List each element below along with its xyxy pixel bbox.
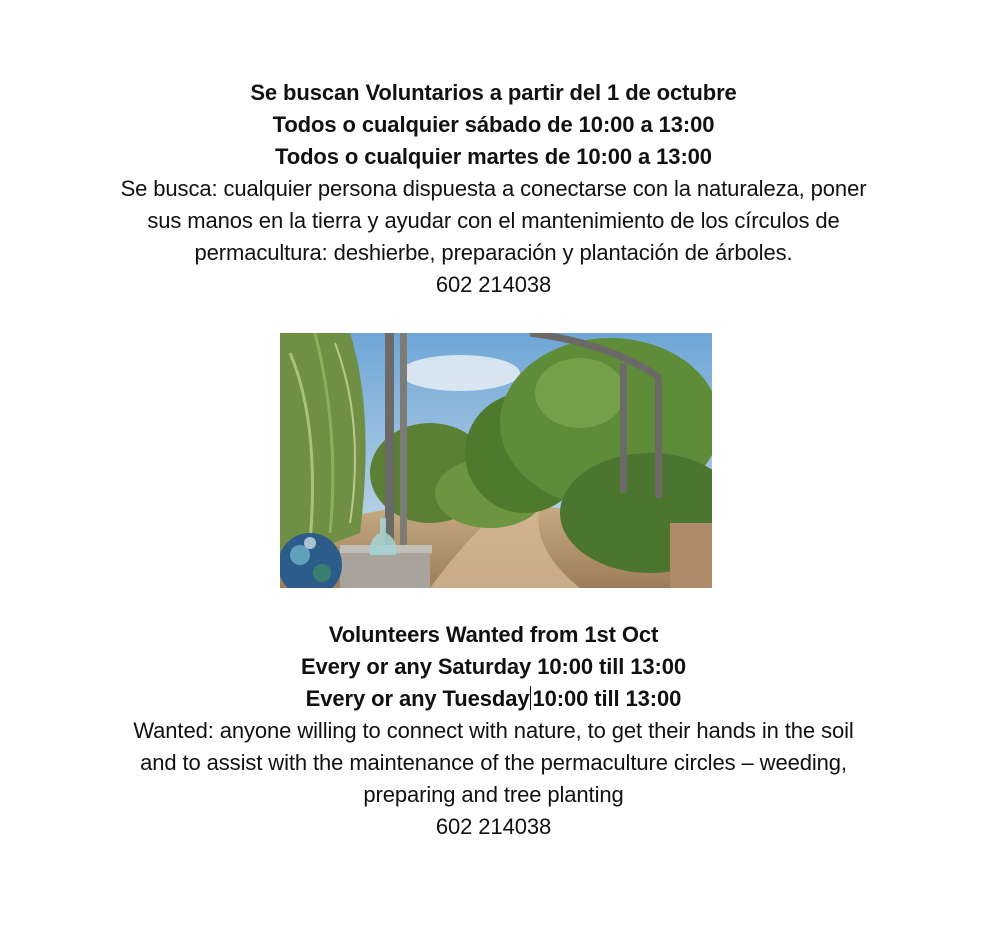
garden-illustration bbox=[280, 333, 712, 588]
spanish-heading: Se buscan Voluntarios a partir del 1 de octubre bbox=[250, 80, 737, 105]
spanish-phone: 602 214038 bbox=[435, 272, 552, 297]
english-section bbox=[0, 619, 987, 843]
spanish-saturday-schedule: Todos o cualquier sábado de 10:00 a 13:00 bbox=[272, 112, 715, 137]
english-phone: 602 214038 bbox=[435, 814, 552, 839]
garden-path-photo bbox=[280, 333, 712, 588]
english-saturday-schedule: Every or any Saturday 10:00 till 13:00 bbox=[300, 654, 687, 679]
spanish-description-line: sus manos en la tierra y ayudar con el mantenimiento de los círculos de bbox=[147, 208, 840, 233]
spanish-description-line: permacultura: deshierbe, preparación y plantación de árboles. bbox=[194, 240, 793, 265]
spanish-description-line: Se busca: cualquier persona dispuesta a conectarse con la naturaleza, poner bbox=[120, 176, 867, 201]
english-description-line: and to assist with the maintenance of the permaculture circles – weeding, bbox=[140, 750, 847, 775]
english-tuesday-day: Every or any Tuesday bbox=[305, 686, 530, 711]
spanish-section bbox=[0, 77, 987, 301]
english-description-line: Wanted: anyone willing to connect with nature, to get their hands in the soil bbox=[133, 718, 854, 743]
english-tuesday-schedule bbox=[0, 683, 987, 715]
english-heading: Volunteers Wanted from 1st Oct bbox=[328, 622, 659, 647]
english-tuesday-time: 10:00 till 13:00 bbox=[532, 686, 682, 711]
spanish-tuesday-schedule: Todos o cualquier martes de 10:00 a 13:00 bbox=[275, 144, 712, 169]
english-description-line: preparing and tree planting bbox=[363, 782, 624, 807]
